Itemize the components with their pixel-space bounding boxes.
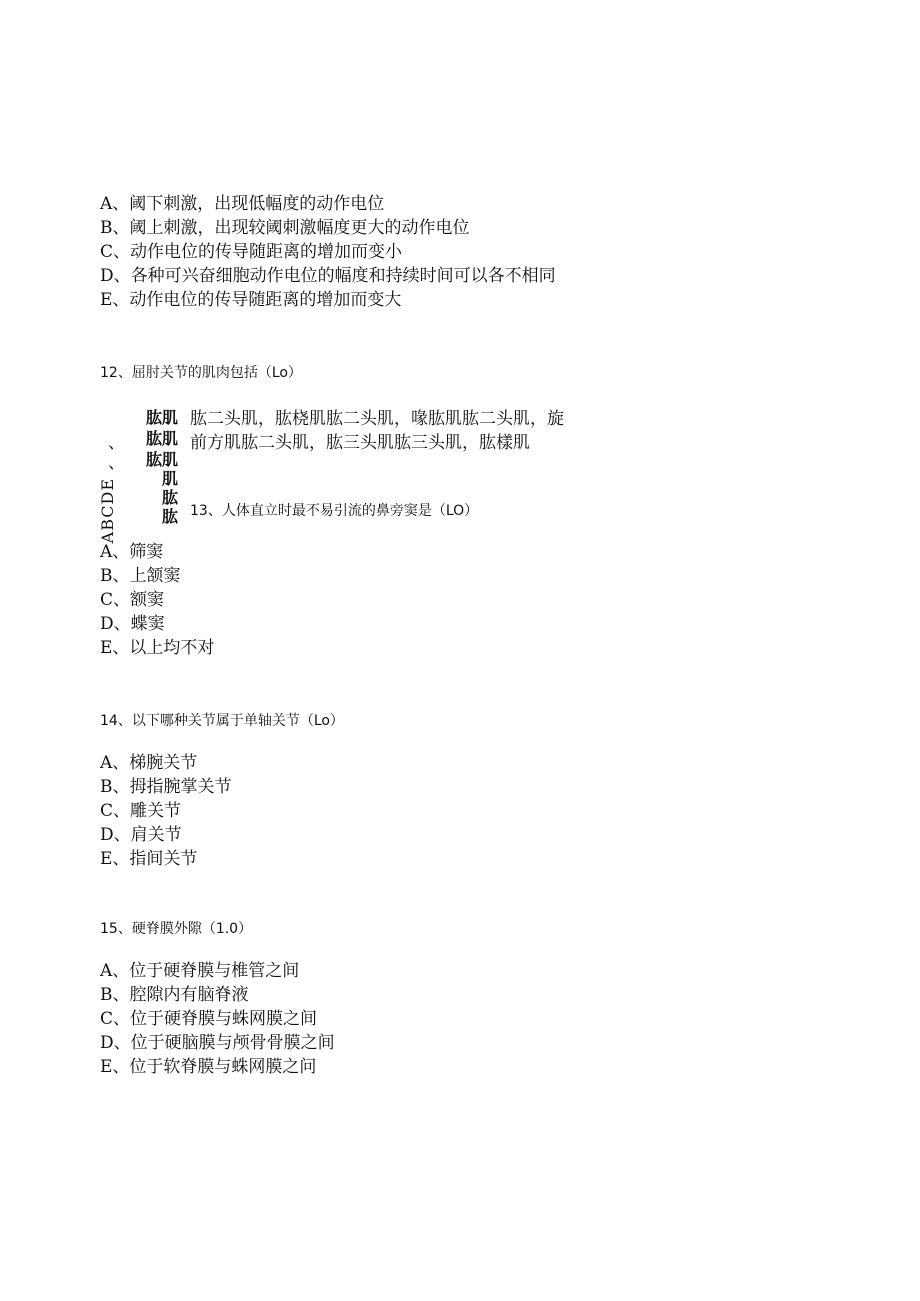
q14-option-b: B、拇指腕掌关节 <box>100 777 232 797</box>
q13-option-a: A、筛窦 <box>100 542 164 562</box>
q14-option-c: C、雕关节 <box>100 801 182 821</box>
q13-option-c: C、额窦 <box>100 590 165 610</box>
q13-option-d: D、蝶窦 <box>100 614 165 634</box>
q14-option-d: D、肩关节 <box>100 825 182 845</box>
q11-option-b: B、阈上刺激，出现较阈刺激幅度更大的动作电位 <box>100 218 470 238</box>
q11-option-e: E、动作电位的传导随距离的增加而变大 <box>100 290 402 310</box>
q11-options <box>100 192 556 312</box>
q11-option-d: D、各种可兴奋细胞动作电位的幅度和持续时间可以各不相同 <box>100 266 556 286</box>
q11-option-a: A、阈下刺激，出现低幅度的动作电位 <box>100 194 385 214</box>
q12-garbled-text-1: 肱肌 <box>146 408 179 427</box>
q12-dun-mark-1: 、 <box>108 433 125 453</box>
q15-option-d: D、位于硬脑膜与颅骨骨膜之间 <box>100 1033 335 1053</box>
q12-garbled-text-5: 肱 <box>162 488 179 507</box>
q12-garbled-text-6: 肱 <box>162 507 179 526</box>
q15-options <box>100 959 335 1079</box>
q12-answer-line-2: 前方肌肱二头肌，肱三头肌肱三头肌，肱樣肌 <box>190 433 530 453</box>
q12-dun-mark-2: 、 <box>108 453 125 473</box>
q13-options <box>100 540 214 660</box>
q15-option-c: C、位于硬脊膜与蛛网膜之间 <box>100 1009 318 1029</box>
q15-option-a: A、位于硬脊膜与椎管之间 <box>100 961 300 981</box>
q15-option-e: E、位于软脊膜与蛛网膜之问 <box>100 1057 317 1077</box>
q12-answer-line-1: 肱二头肌，肱桡肌肱二头肌，喙肱肌肱二头肌，旋 <box>190 409 564 429</box>
q15-option-b: B、腔隙内有脑脊液 <box>100 985 249 1005</box>
q13-title: 13、人体直立时最不易引流的鼻旁窦是（LO） <box>190 503 479 519</box>
q15-title: 15、硬脊膜外隙（1.0） <box>100 921 253 937</box>
q12-garbled-text-4: 肌 <box>162 469 179 488</box>
q12-garbled-text-2: 肱肌 <box>146 429 179 448</box>
q14-option-e: E、指间关节 <box>100 849 198 869</box>
q14-options <box>100 751 232 871</box>
q12-garbled-text-3: 肱肌 <box>146 450 179 469</box>
q12-title: 12、屈肘关节的肌肉包括（Lo） <box>100 365 302 381</box>
q14-title: 14、以下哪种关节属于单轴关节（Lo） <box>100 713 344 729</box>
q14-option-a: A、梯腕关节 <box>100 753 198 773</box>
q13-option-b: B、上颔窦 <box>100 566 181 586</box>
q13-option-e: E、以上均不对 <box>100 638 215 658</box>
q11-option-c: C、动作电位的传导随距离的增加而变小 <box>100 242 403 262</box>
q12-vertical-letters: ABCDE <box>98 478 117 544</box>
